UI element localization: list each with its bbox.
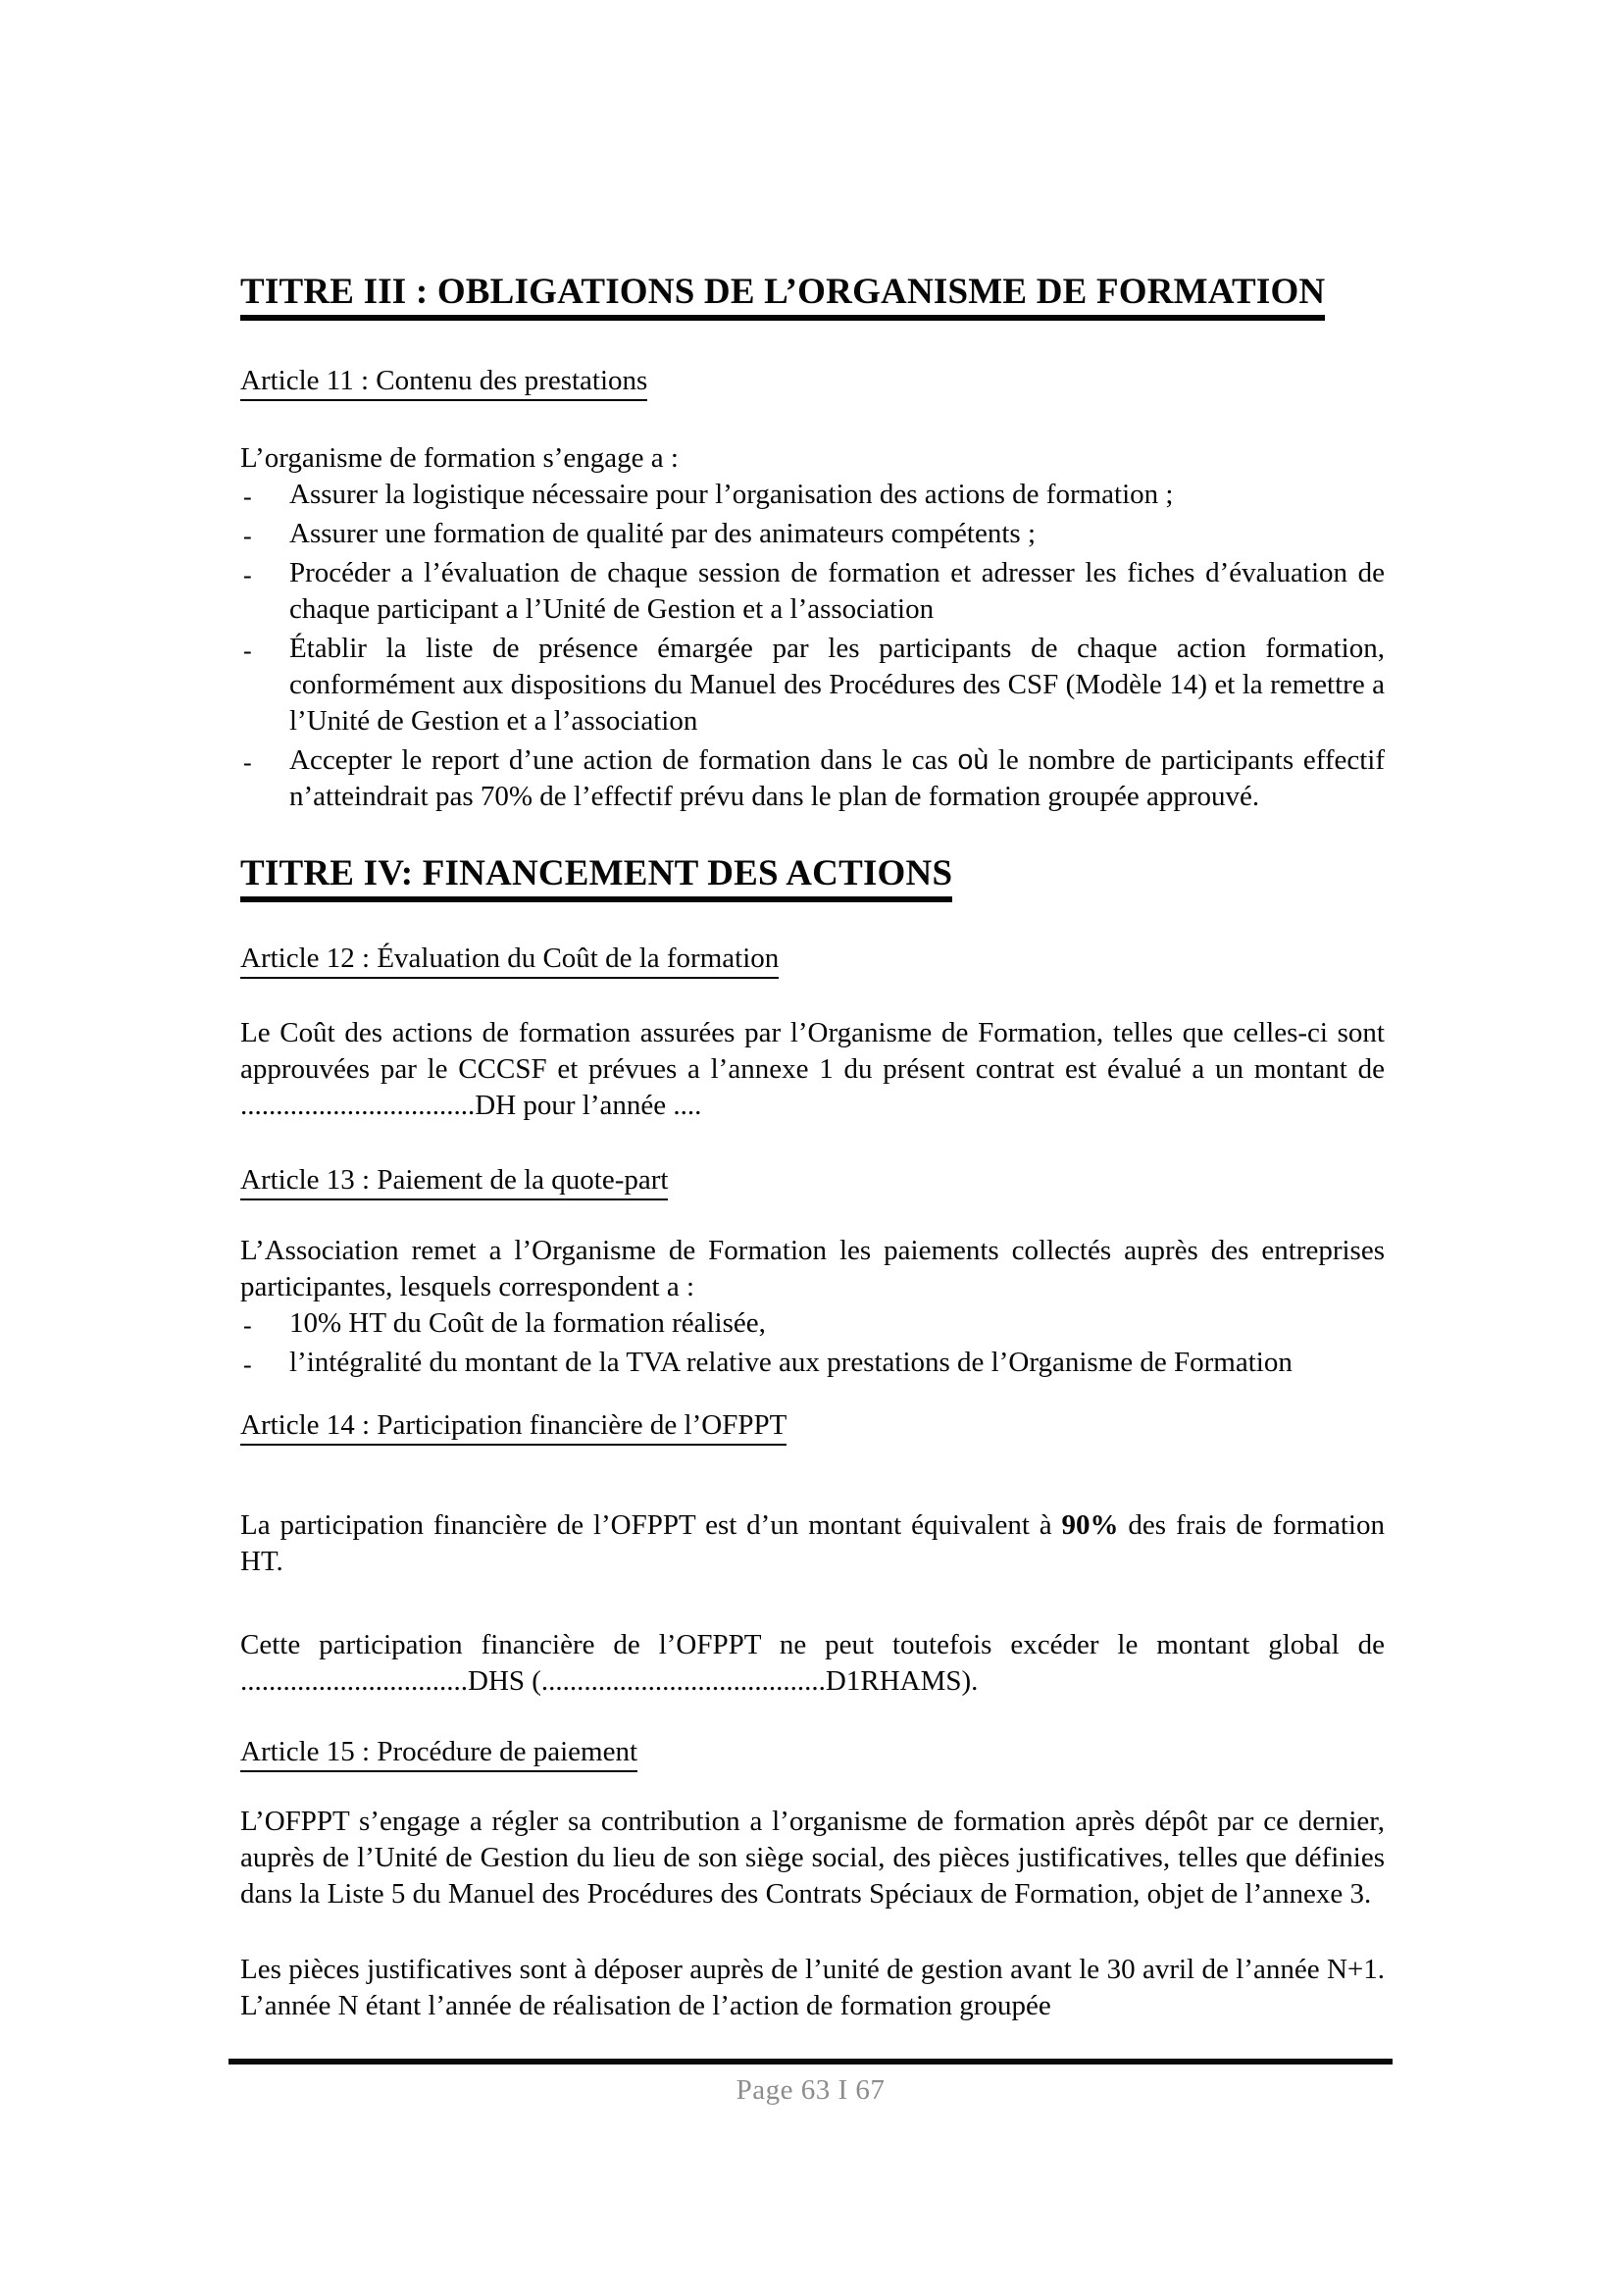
list-item: - 10% HT du Coût de la formation réalisée, <box>240 1305 1385 1342</box>
text-segment: La participation financière de l’OFPPT est d’un montant équivalent à <box>240 1508 1062 1541</box>
section-article-11 <box>240 364 1385 816</box>
text-segment: Accepter le report d’une action de formation dans le cas <box>289 744 958 777</box>
list-item: - l’intégralité du montant de la TVA relative aux prestations de l’Organisme de Formation <box>240 1345 1385 1381</box>
list-item: - Assurer une formation de qualité par des animateurs compétents ; <box>240 516 1385 552</box>
article-11-heading-text: Article 11 : Contenu des prestations <box>240 365 647 401</box>
text-segment: le nombre de participants effectif n’atteindrait pas 70% de l’effectif prévu dans le plan de formation groupée approuvé. <box>289 744 1386 813</box>
article-14-heading <box>240 1408 1385 1443</box>
document-content <box>240 273 1385 2024</box>
list-item: - Procéder a l’évaluation de chaque session de formation et adresser les fiches d’évaluation de chaque participant a l’Unité de Gestion et a l’association <box>240 555 1385 628</box>
section-article-14 <box>240 1408 1385 1700</box>
article-13-intro: L’Association remet a l’Organisme de Formation les paiements collectés auprès des entreprises participantes, lesquels correspondent a : <box>240 1234 1385 1302</box>
text-segment: où <box>957 744 990 777</box>
article-11-intro: L’organisme de formation s’engage a : <box>240 442 679 475</box>
title-titre-3 <box>240 273 1385 313</box>
list-item <box>240 742 1385 815</box>
list-item: - Établir la liste de présence émargée par les participants de chaque action formation, conformément aux dispositions du Manuel des Procédures des CSF (Modèle 14) et la remettre a l’Unité de Gestion et a l’association <box>240 631 1385 739</box>
title-titre-4-text: TITRE IV: FINANCEMENT DES ACTIONS <box>240 853 952 902</box>
section-article-15 <box>240 1735 1385 2025</box>
title-titre-3-text: TITRE III : OBLIGATIONS DE L’ORGANISME DE FORMATION <box>240 272 1325 321</box>
page-footer <box>228 2059 1393 2107</box>
article-14-heading-text: Article 14 : Participation financière de l’OFPPT <box>240 1409 787 1446</box>
list-item: - Assurer la logistique nécessaire pour l’organisation des actions de formation ; <box>240 477 1385 513</box>
article-14-paragraph-2: Cette participation financière de l’OFPPT ne peut toutefois excéder le montant global de ................................DHS (........................................D1RHAMS). <box>240 1628 1385 1697</box>
title-titre-4 <box>240 854 1385 894</box>
article-13-heading <box>240 1163 1385 1198</box>
page-number: Page 63 I 67 <box>736 2074 886 2106</box>
article-12-heading <box>240 942 1385 976</box>
text-segment: 90% <box>1061 1508 1119 1541</box>
article-13-list <box>240 1305 1385 1381</box>
article-15-heading-text: Article 15 : Procédure de paiement <box>240 1736 637 1772</box>
section-article-13 <box>240 1163 1385 1381</box>
article-15-heading <box>240 1735 1385 1769</box>
article-11-list <box>240 477 1385 815</box>
article-15-paragraph-1: L’OFPPT s’engage a régler sa contribution a l’organisme de formation après dépôt par ce dernier, auprès de l’Unité de Gestion du lieu de son siège social, des pièces justificatives, telles que définies dans la Liste 5 du Manuel des Procédures des Contrats Spéciaux de Formation, objet de l’annexe 3. <box>240 1806 1385 1911</box>
article-13-heading-text: Article 13 : Paiement de la quote-part <box>240 1164 668 1200</box>
article-11-heading <box>240 364 1385 398</box>
text-segment: des frais de formation HT. <box>240 1508 1385 1577</box>
article-14-paragraph-1 <box>240 1507 1385 1580</box>
section-article-12 <box>240 942 1385 1124</box>
article-15-paragraph-2: Les pièces justificatives sont à déposer auprès de l’unité de gestion avant le 30 avril de l’année N+1. L’année N étant l’année de réalisation de l’action de formation groupée <box>240 1954 1385 2022</box>
article-12-heading-text: Article 12 : Évaluation du Coût de la formation <box>240 943 779 979</box>
article-12-body: Le Coût des actions de formation assurées par l’Organisme de Formation, telles que celles-ci sont approuvées par le CCCSF et prévues a l’annexe 1 du présent contrat est évalué a un montant de .................................DH pour l’année .... <box>240 1016 1385 1121</box>
